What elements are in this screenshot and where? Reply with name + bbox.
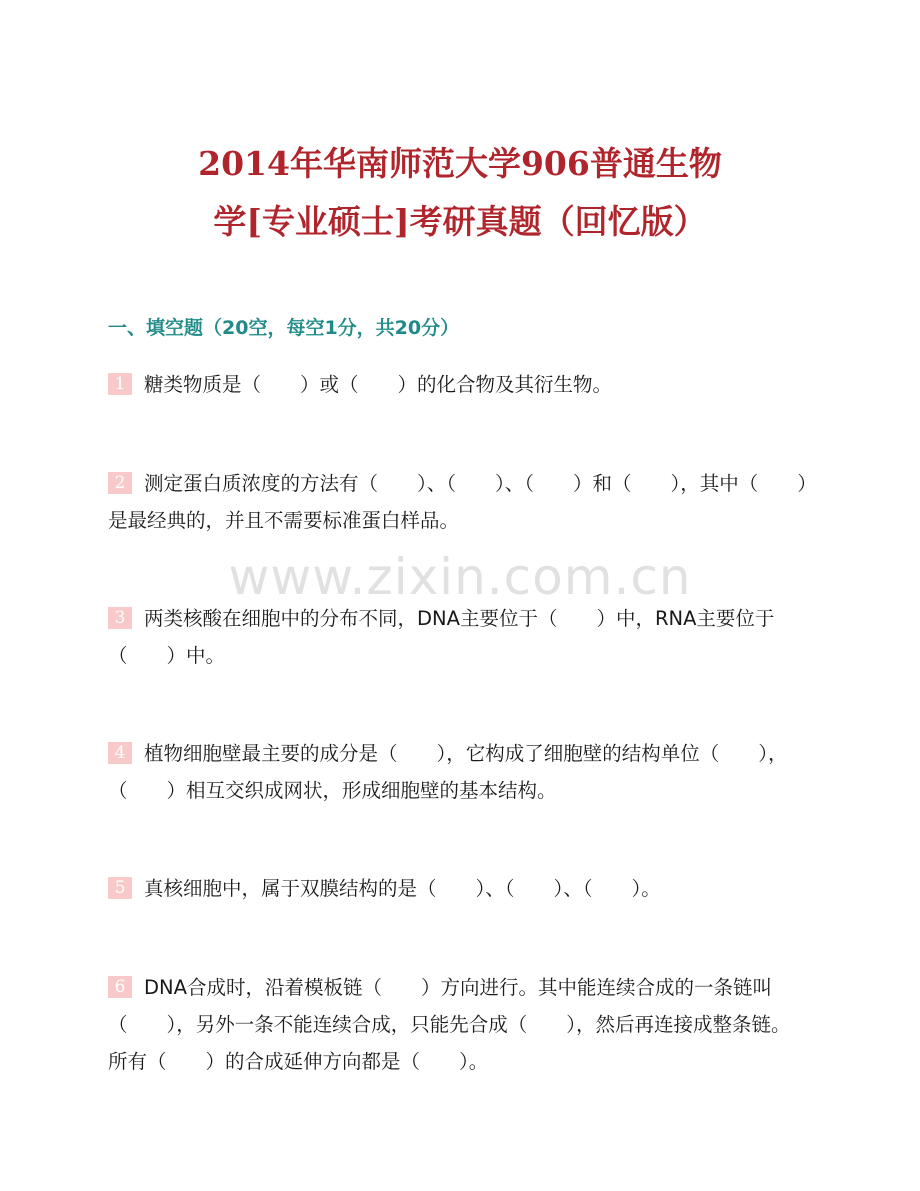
question-item xyxy=(108,870,808,907)
question-text: 真核细胞中，属于双膜结构的是（ ）、（ ）、（ ）。 xyxy=(144,877,661,900)
question-text: 糖类物质是（ ）或（ ）的化合物及其衍生物。 xyxy=(144,373,613,396)
question-item xyxy=(108,735,808,809)
question-text: DNA合成时，沿着模板链（ ）方向进行。其中能连续合成的一条链叫（ ），另外一条不能连续合成，只能先合成（ ），然后再连接成整条链。所有（ ）的合成延伸方向都是（ ）。 xyxy=(108,976,791,1073)
question-item xyxy=(108,969,808,1080)
section-heading: 一、填空题（20空，每空1分，共20分） xyxy=(108,317,460,339)
question-text: 测定蛋白质浓度的方法有（ ）、（ ）、（ ）和（ ），其中（ ）是最经典的，并且不需要标准蛋白样品。 xyxy=(108,472,808,532)
question-number-badge: 2 xyxy=(108,472,132,494)
question-number-badge: 6 xyxy=(108,976,132,998)
question-number-badge: 1 xyxy=(108,373,132,395)
question-text: 植物细胞壁最主要的成分是（ ），它构成了细胞壁的结构单位（ ），（ ）相互交织成网状，形成细胞壁的基本结构。 xyxy=(108,742,788,802)
question-number-badge: 3 xyxy=(108,607,132,629)
question-item xyxy=(108,366,808,403)
watermark: www.zixin.com.cn xyxy=(228,548,692,606)
document-title-line-1: 2014年华南师范大学906普通生物 xyxy=(198,144,722,183)
question-item xyxy=(108,465,808,539)
question-item xyxy=(108,600,808,674)
question-text: 两类核酸在细胞中的分布不同，DNA主要位于（ ）中，RNA主要位于（ ）中。 xyxy=(108,607,775,667)
question-number-badge: 5 xyxy=(108,877,132,899)
document-title-line-2: 学[专业硕士]考研真题（回忆版） xyxy=(213,202,707,241)
question-number-badge: 4 xyxy=(108,742,132,764)
